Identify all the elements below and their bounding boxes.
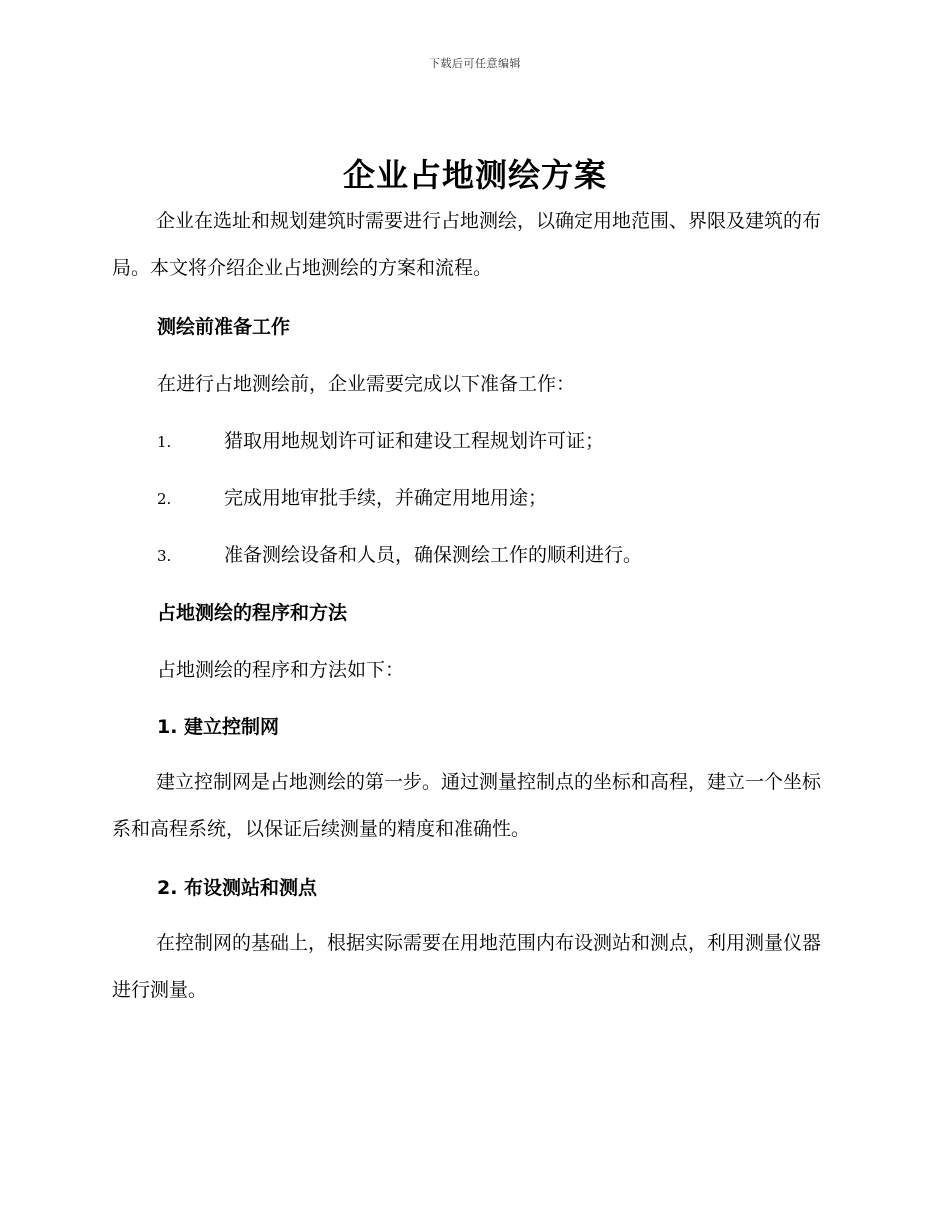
list-number: 3. <box>157 547 172 565</box>
list-item <box>157 483 547 510</box>
control-network-paragraph: 建立控制网是占地测绘的第一步。通过测量控制点的坐标和高程，建立一个坐标系和高程系统，以保证后续测量的精度和准确性。 <box>112 771 822 840</box>
list-number: 1. <box>157 433 172 451</box>
step-heading-control-network: 1. 建立控制网 <box>157 716 280 738</box>
step-heading-stations: 2. 布设测站和测点 <box>157 877 318 899</box>
list-item <box>157 426 604 453</box>
procedure-lead: 占地测绘的程序和方法如下： <box>157 659 405 681</box>
list-text: 猎取用地规划许可证和建设工程规划许可证； <box>224 430 605 452</box>
intro-paragraph: 企业在选址和规划建筑时需要进行占地测绘，以确定用地范围、界限及建筑的布局。本文将介绍企业占地测绘的方案和流程。 <box>112 210 822 279</box>
stations-paragraph: 在控制网的基础上，根据实际需要在用地范围内布设测站和测点，利用测量仪器进行测量。 <box>112 932 822 1001</box>
list-text: 完成用地审批手续，并确定用地用途； <box>224 487 548 509</box>
list-number: 2. <box>157 490 172 508</box>
page-header: 下载后可任意编辑 <box>429 57 521 70</box>
section-heading-preparation: 测绘前准备工作 <box>157 316 291 338</box>
list-item <box>157 540 642 567</box>
document-title: 企业占地测绘方案 <box>342 156 607 194</box>
preparation-lead: 在进行占地测绘前，企业需要完成以下准备工作： <box>157 373 576 395</box>
list-text: 准备测绘设备和人员，确保测绘工作的顺利进行。 <box>224 544 643 566</box>
section-heading-procedure: 占地测绘的程序和方法 <box>157 602 348 624</box>
